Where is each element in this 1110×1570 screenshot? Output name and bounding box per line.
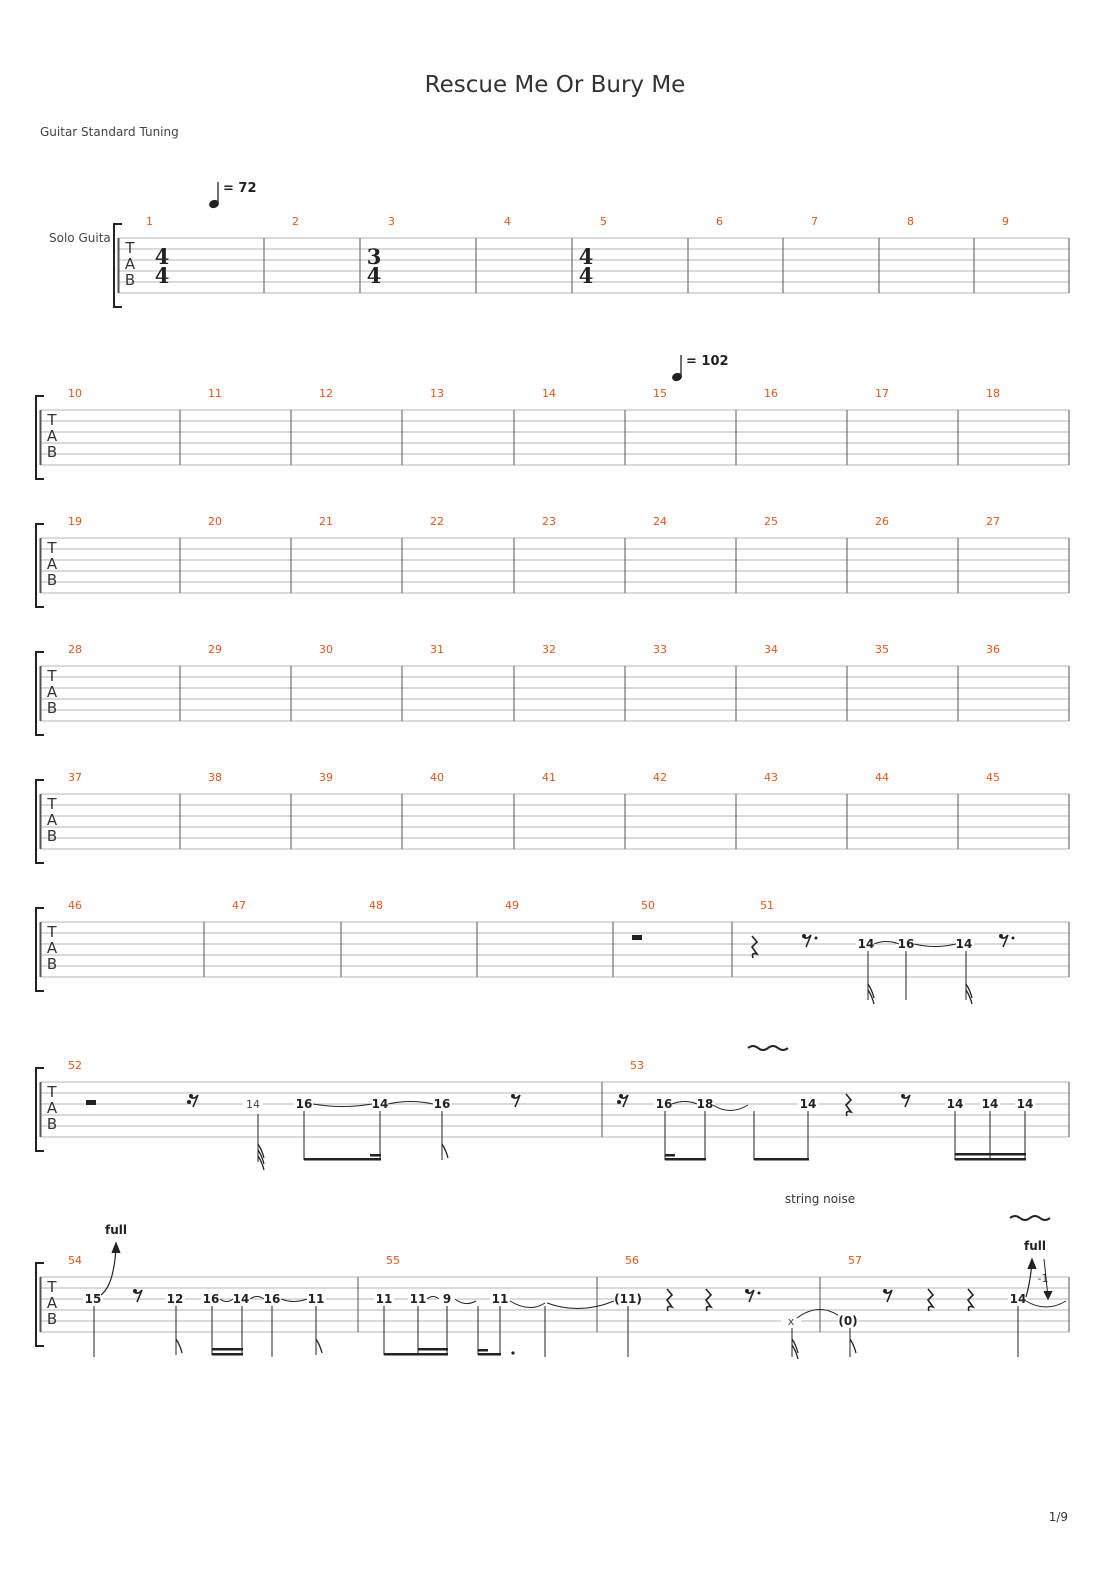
note-beam — [665, 1158, 706, 1161]
bend-arrow-icon — [112, 1243, 120, 1253]
rest-dot-head — [901, 1094, 905, 1098]
measure-number: 29 — [208, 643, 222, 656]
tab-letter-t: T — [47, 667, 57, 685]
measure-number: 46 — [68, 899, 82, 912]
tie-arc — [547, 1301, 614, 1309]
measure-number: 18 — [986, 387, 1000, 400]
tab-letter-a: A — [46, 683, 58, 701]
fret-number: 16 — [295, 1097, 313, 1111]
fret-number: (0) — [838, 1314, 858, 1328]
fret-number: 14 — [246, 1098, 260, 1111]
bend-label: full — [1024, 1239, 1046, 1253]
measure-number: 17 — [875, 387, 889, 400]
fret-number: 16 — [433, 1097, 451, 1111]
tab-letter-t: T — [47, 1278, 57, 1296]
quarter-rest — [706, 1289, 711, 1311]
note-flag — [850, 1339, 856, 1353]
vibrato-icon — [1010, 1216, 1050, 1220]
measure-number: 47 — [232, 899, 246, 912]
tab-letter-t: T — [47, 923, 57, 941]
measure-number: 38 — [208, 771, 222, 784]
fret-number: 16 — [202, 1292, 220, 1306]
tab-letter-a: A — [46, 1294, 58, 1312]
measure-number: 16 — [764, 387, 778, 400]
note-flag — [176, 1339, 182, 1353]
measure-number: 7 — [811, 215, 818, 228]
measure-number: 6 — [716, 215, 723, 228]
note-beam — [478, 1349, 488, 1352]
note-beam — [212, 1348, 243, 1351]
note-beam — [754, 1158, 809, 1161]
time-signature-top: 3 — [366, 244, 382, 269]
rest-dot-head — [133, 1289, 137, 1293]
rest-dot-head — [511, 1094, 515, 1098]
measure-number: 21 — [319, 515, 333, 528]
measure-number: 28 — [68, 643, 82, 656]
song-title: Rescue Me Or Bury Me — [424, 72, 686, 98]
fret-number: (11) — [614, 1292, 642, 1306]
bend-release-value: -1 — [1037, 1272, 1049, 1285]
tab-letter-a: A — [46, 427, 58, 445]
tab-letter-b: B — [46, 1310, 58, 1328]
measure-number: 26 — [875, 515, 889, 528]
release-arrow-icon — [1044, 1291, 1052, 1299]
measure-number: 5 — [600, 215, 607, 228]
fret-number: 14 — [232, 1292, 250, 1306]
measure-number: 23 — [542, 515, 556, 528]
note-beam — [478, 1353, 501, 1356]
tempo-102: = 102 — [686, 354, 729, 369]
measure-number: 57 — [848, 1254, 862, 1267]
tab-letter-b: B — [46, 1115, 58, 1133]
quarter-rest — [928, 1289, 933, 1311]
tab-letter-b: B — [124, 271, 136, 289]
tab-letter-b: B — [46, 827, 58, 845]
rest-dot — [758, 1292, 761, 1295]
note-flag — [316, 1339, 322, 1353]
rest-dot-head — [619, 1094, 623, 1098]
note-beam — [304, 1158, 381, 1161]
fret-number: 14 — [981, 1097, 999, 1111]
measure-number: 1 — [146, 215, 153, 228]
measure-number: 50 — [641, 899, 655, 912]
note-beam — [955, 1158, 1026, 1161]
measure-number: 55 — [386, 1254, 400, 1267]
page-number: 1/9 — [1048, 1510, 1068, 1524]
tab-letter-t: T — [47, 539, 57, 557]
fret-number: 16 — [263, 1292, 281, 1306]
fret-number: 14 — [799, 1097, 817, 1111]
measure-number: 9 — [1002, 215, 1009, 228]
note-beam — [955, 1153, 1026, 1156]
instrument-label: Solo Guita — [49, 231, 111, 245]
measure-number: 43 — [764, 771, 778, 784]
measure-number: 32 — [542, 643, 556, 656]
bend-label: full — [105, 1223, 127, 1237]
time-signature-bottom: 4 — [154, 263, 170, 288]
tie-arc — [510, 1301, 545, 1308]
measure-number: 35 — [875, 643, 889, 656]
rest-dot — [1012, 937, 1015, 940]
fret-number: 14 — [955, 937, 973, 951]
time-signature-top: 4 — [578, 244, 594, 269]
tie-arc — [1026, 1301, 1066, 1307]
measure-number: 53 — [630, 1059, 644, 1072]
measure-number: 13 — [430, 387, 444, 400]
fret-number: 14 — [1016, 1097, 1034, 1111]
tab-letter-a: A — [46, 811, 58, 829]
rest-dot-head — [999, 934, 1003, 938]
fret-number: 9 — [442, 1292, 452, 1306]
measure-number: 20 — [208, 515, 222, 528]
tab-letter-t: T — [125, 239, 135, 257]
measure-number: 51 — [760, 899, 774, 912]
note-beam — [384, 1353, 448, 1356]
tab-letter-b: B — [46, 955, 58, 973]
measure-number: 37 — [68, 771, 82, 784]
measure-number: 39 — [319, 771, 333, 784]
string-noise-label: string noise — [784, 1192, 856, 1206]
quarter-rest — [846, 1094, 851, 1116]
note-beam — [665, 1154, 675, 1157]
measure-number: 24 — [653, 515, 667, 528]
measure-number: 30 — [319, 643, 333, 656]
tab-letter-a: A — [46, 1099, 58, 1117]
measure-number: 52 — [68, 1059, 82, 1072]
quarter-rest — [968, 1289, 973, 1311]
measure-number: 14 — [542, 387, 556, 400]
fret-number: 16 — [655, 1097, 673, 1111]
fret-number: 11 — [409, 1292, 427, 1306]
measure-number: 15 — [653, 387, 667, 400]
measure-number: 2 — [292, 215, 299, 228]
fret-number: 14 — [1009, 1292, 1027, 1306]
fret-number: 14 — [857, 937, 875, 951]
measure-number: 44 — [875, 771, 889, 784]
tab-letter-a: A — [46, 939, 58, 957]
fret-number: 15 — [84, 1292, 102, 1306]
dot — [511, 1351, 514, 1354]
tab-letter-a: A — [46, 555, 58, 573]
measure-number: 56 — [625, 1254, 639, 1267]
rest-dot-head — [883, 1289, 887, 1293]
fret-number: 11 — [491, 1292, 509, 1306]
note-beam — [418, 1348, 448, 1351]
measure-number: 10 — [68, 387, 82, 400]
measure-number: 33 — [653, 643, 667, 656]
fret-number: x — [787, 1315, 795, 1328]
rest-dot-head — [802, 934, 806, 938]
measure-number: 48 — [369, 899, 383, 912]
measure-number: 3 — [388, 215, 395, 228]
quarter-rest — [667, 1289, 672, 1311]
fret-number: 16 — [897, 937, 915, 951]
measure-number: 31 — [430, 643, 444, 656]
measure-number: 34 — [764, 643, 778, 656]
note-flag — [442, 1144, 448, 1158]
measure-number: 42 — [653, 771, 667, 784]
half-rest — [632, 935, 642, 940]
tie-arc — [713, 1105, 748, 1111]
tab-letter-b: B — [46, 699, 58, 717]
slide-line — [455, 1299, 476, 1304]
measure-number: 11 — [208, 387, 222, 400]
note-beam — [370, 1154, 381, 1157]
measure-number: 54 — [68, 1254, 82, 1267]
rest-dot-head — [189, 1094, 193, 1098]
measure-number: 40 — [430, 771, 444, 784]
fret-number: 14 — [371, 1097, 389, 1111]
vibrato-icon — [748, 1046, 788, 1050]
measure-number: 19 — [68, 515, 82, 528]
bend-arrow-icon — [1028, 1259, 1036, 1269]
time-signature-bottom: 4 — [366, 263, 382, 288]
note-beam — [212, 1353, 243, 1356]
fret-number: 12 — [166, 1292, 184, 1306]
measure-number: 27 — [986, 515, 1000, 528]
rest-dot — [815, 937, 818, 940]
tab-letter-b: B — [46, 571, 58, 589]
tab-letter-a: A — [124, 255, 136, 273]
tab-letter-t: T — [47, 1083, 57, 1101]
rest-dot-head — [617, 1100, 621, 1104]
time-signature-top: 4 — [154, 244, 170, 269]
measure-number: 8 — [907, 215, 914, 228]
measure-number: 45 — [986, 771, 1000, 784]
half-rest — [86, 1100, 96, 1105]
fret-number: 18 — [696, 1097, 714, 1111]
rest-dot-head — [187, 1100, 191, 1104]
tab-letter-b: B — [46, 443, 58, 461]
measure-number: 49 — [505, 899, 519, 912]
fret-number: 14 — [946, 1097, 964, 1111]
time-signature-bottom: 4 — [578, 263, 594, 288]
measure-number: 22 — [430, 515, 444, 528]
measure-number: 36 — [986, 643, 1000, 656]
measure-number: 25 — [764, 515, 778, 528]
tempo-72: = 72 — [223, 181, 257, 196]
measure-number: 12 — [319, 387, 333, 400]
tuning-label: Guitar Standard Tuning — [40, 125, 179, 139]
rest-dot-head — [745, 1289, 749, 1293]
measure-number: 41 — [542, 771, 556, 784]
measure-number: 4 — [504, 215, 511, 228]
fret-number: 11 — [375, 1292, 393, 1306]
fret-number: 11 — [307, 1292, 325, 1306]
tab-letter-t: T — [47, 795, 57, 813]
tab-letter-t: T — [47, 411, 57, 429]
